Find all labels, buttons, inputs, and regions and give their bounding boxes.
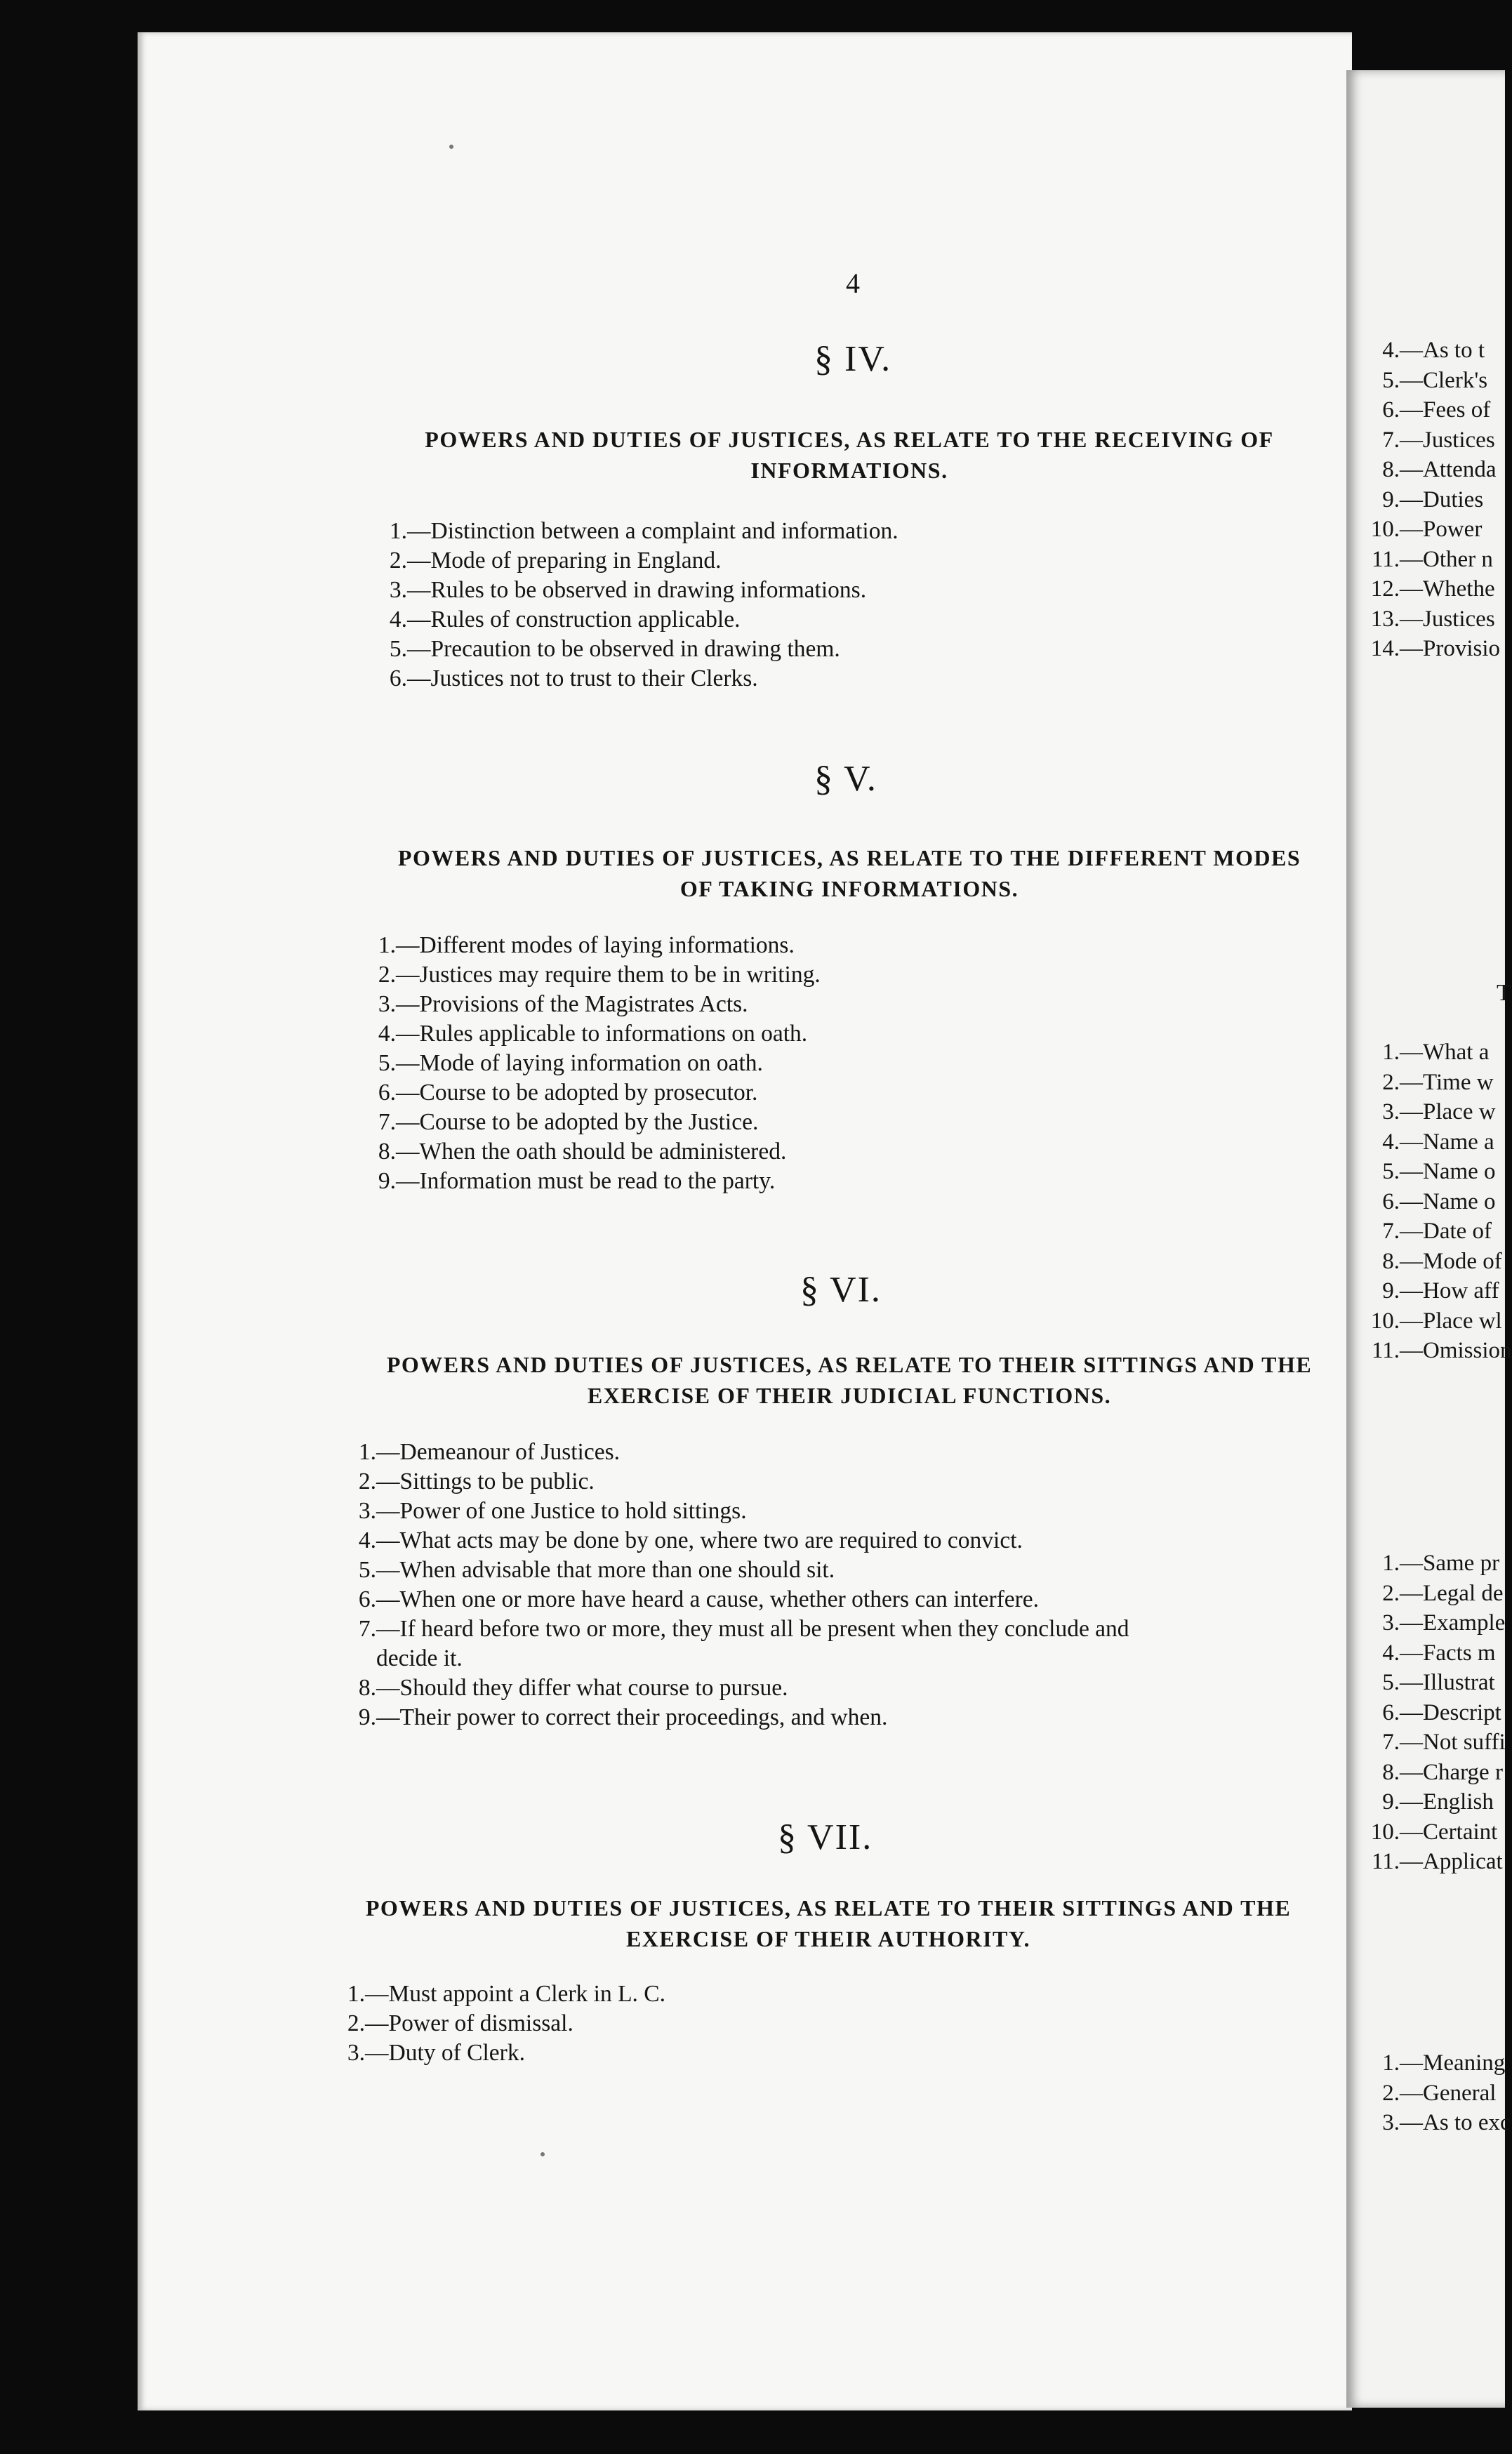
list-item: 3.—Place w — [1382, 1099, 1496, 1125]
list-item: 10.—Place wl — [1370, 1308, 1502, 1334]
list-item: 1.—Distinction between a complaint and information. — [389, 518, 898, 544]
section-mark-iv: § IV. — [814, 339, 892, 379]
section-heading-v: POWERS AND DUTIES OF JUSTICES, AS RELATE TO THE DIFFERENT MODES OF TAKING INFORMATIONS. — [397, 845, 1301, 901]
list-item: 4.—As to t — [1382, 338, 1485, 363]
list-item: 8.—Should they differ what course to pursue. — [358, 1675, 788, 1701]
list-item: 1.—Meaning — [1382, 2050, 1506, 2076]
list-item: 10.—Power — [1370, 517, 1483, 542]
list-item: 1.—Demeanour of Justices. — [358, 1439, 621, 1465]
list-item: 5.—Precaution to be observed in drawing them. — [389, 636, 840, 662]
facing-list-block-4 — [1366, 2048, 1511, 2138]
list-item: 6.—Fees of — [1382, 397, 1491, 423]
list-item: 3.—Duty of Clerk. — [347, 2040, 525, 2066]
list-item: 13.—Justices — [1370, 606, 1495, 632]
facing-heading-fragment: T — [1497, 980, 1511, 1006]
list-item: 7.—Date of — [1382, 1219, 1492, 1244]
list-item: 8.—Charge r — [1382, 1759, 1503, 1785]
section-heading-vii: POWERS AND DUTIES OF JUSTICES, AS RELATE TO THEIR SITTINGS AND THE EXERCISE OF THEIR AUTHORITY. — [365, 1895, 1292, 1951]
list-item: 6.—When one or more have heard a cause, whether others can interfere. — [358, 1586, 1040, 1612]
list-item: 2.—Justices may require them to be in writing. — [378, 962, 821, 988]
section-heading-iv: POWERS AND DUTIES OF JUSTICES, AS RELATE TO THE RECEIVING OF INFORMATIONS. — [425, 427, 1274, 483]
facing-page — [1346, 70, 1512, 2408]
list-item: 12.—Whethe — [1370, 576, 1495, 602]
list-item: 2.—General — [1382, 2080, 1497, 2106]
list-item: 7.—Justices — [1382, 427, 1495, 453]
list-item: 3.—As to exc — [1382, 2110, 1511, 2135]
section-list-vii — [320, 1979, 665, 2068]
list-item: 8.—Attenda — [1382, 457, 1497, 482]
list-item: 6.—Course to be adopted by prosecutor. — [378, 1080, 758, 1106]
section-list-v — [351, 931, 821, 1196]
list-item: 5.—Illustrat — [1382, 1670, 1495, 1695]
list-item: 7.—Course to be adopted by the Justice. — [378, 1109, 759, 1135]
list-item: 11.—Applicat — [1371, 1849, 1503, 1874]
list-item: 10.—Certaint — [1370, 1819, 1498, 1845]
list-item: 2.—Mode of preparing in England. — [389, 548, 722, 573]
list-item: 6.—Descript — [1382, 1699, 1501, 1725]
facing-list-block-2 — [1366, 1037, 1512, 1366]
page-number: 4 — [846, 267, 860, 299]
section-mark-vii: § VII. — [778, 1817, 873, 1857]
list-item: 6.—Name o — [1382, 1188, 1496, 1214]
section-mark-vi: § VI. — [800, 1270, 882, 1310]
list-item: 7.—Not suffi — [1382, 1730, 1506, 1755]
list-item: 2.—Sittings to be public. — [358, 1468, 595, 1494]
list-item: 5.—Mode of laying information on oath. — [378, 1050, 763, 1076]
list-item: 9.—Information must be read to the party. — [378, 1168, 776, 1194]
list-item: 3.—Provisions of the Magistrates Acts. — [378, 991, 748, 1017]
facing-list-block-3 — [1366, 1548, 1506, 1877]
section-mark-v: § V. — [814, 759, 877, 799]
list-item: 4.—Rules applicable to informations on oath. — [378, 1021, 808, 1047]
list-item: 8.—When the oath should be administered. — [378, 1139, 787, 1165]
list-item: 1.—Same pr — [1382, 1551, 1500, 1576]
section-list-iv — [362, 517, 898, 694]
list-item: 2.—Time w — [1382, 1069, 1494, 1095]
paper-speck — [449, 145, 453, 149]
list-item: 9.—How aff — [1382, 1278, 1499, 1304]
facing-list-block-1 — [1366, 336, 1500, 664]
list-item: 1.—What a — [1382, 1040, 1490, 1065]
list-item: 3.—Example — [1382, 1610, 1506, 1636]
list-item: 14.—Provisio — [1370, 636, 1501, 661]
list-item: 3.—Rules to be observed in drawing informations. — [389, 577, 867, 603]
list-item: 3.—Power of one Justice to hold sittings. — [358, 1498, 747, 1524]
section-list-vi — [331, 1438, 1129, 1732]
list-item: 5.—Name o — [1382, 1159, 1496, 1184]
list-item: 9.—Duties — [1382, 486, 1484, 512]
list-item: 11.—Omission — [1371, 1338, 1512, 1363]
list-item: 2.—Power of dismissal. — [347, 2010, 573, 2036]
list-item: 11.—Other n — [1371, 546, 1493, 572]
list-item: 8.—Mode of — [1382, 1248, 1502, 1274]
list-item: 9.—Their power to correct their proceedings, and when. — [358, 1704, 888, 1730]
list-item: 1.—Must appoint a Clerk in L. C. — [347, 1981, 666, 2007]
list-item: 7.—If heard before two or more, they must all be present when they conclude and decide it. — [358, 1616, 1129, 1671]
list-item: 5.—When advisable that more than one should sit. — [358, 1557, 835, 1583]
list-item: 1.—Different modes of laying informations. — [378, 932, 795, 958]
list-item: 4.—Rules of construction applicable. — [389, 606, 741, 632]
list-item: 4.—Facts m — [1382, 1640, 1496, 1666]
list-item: 4.—What acts may be done by one, where two are required to convict. — [358, 1527, 1023, 1553]
paper-speck — [541, 2152, 545, 2156]
list-item: 4.—Name a — [1382, 1129, 1494, 1155]
list-item: 6.—Justices not to trust to their Clerks. — [389, 665, 758, 691]
list-item: 5.—Clerk's — [1382, 367, 1488, 393]
list-item: 9.—English — [1382, 1789, 1494, 1815]
section-heading-vi: POWERS AND DUTIES OF JUSTICES, AS RELATE TO THEIR SITTINGS AND THE EXERCISE OF THEIR JUDICIAL FUNCTIONS. — [386, 1352, 1313, 1408]
list-item: 2.—Legal de — [1382, 1580, 1504, 1606]
